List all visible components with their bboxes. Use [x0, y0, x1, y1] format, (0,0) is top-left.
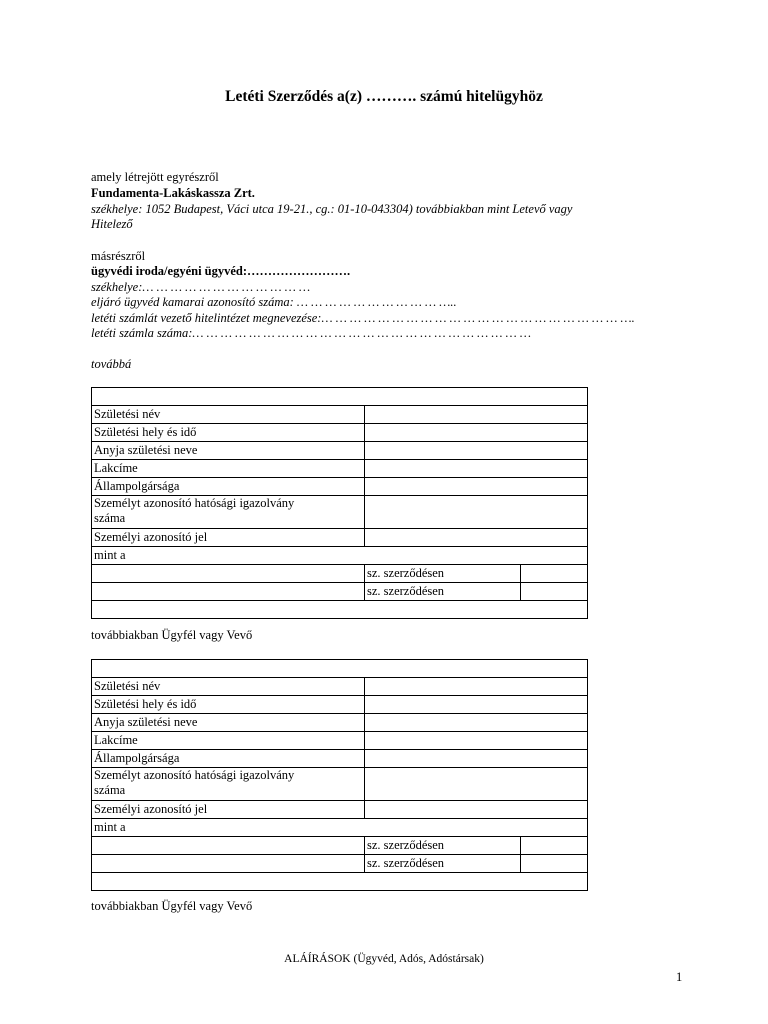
party1-name: Fundamenta-Lakáskassza Zrt.	[91, 186, 255, 200]
form-header-row	[92, 388, 588, 406]
mother-name-field[interactable]	[365, 442, 588, 460]
contract-role-field[interactable]	[92, 855, 365, 873]
table-row	[92, 547, 588, 565]
birth-place-date-field[interactable]	[365, 424, 588, 442]
personal-id-field[interactable]	[365, 801, 588, 819]
table-row	[92, 714, 588, 732]
table-row	[92, 801, 588, 819]
address-label: Lakcíme	[92, 460, 365, 478]
table-row	[92, 696, 588, 714]
table-row	[92, 478, 588, 496]
party1-intro: amely létrejött egyrészről	[91, 170, 219, 184]
table-row	[92, 601, 588, 619]
contract-label: sz. szerződésen	[365, 837, 521, 855]
form-header-row	[92, 660, 588, 678]
contract-number-field[interactable]	[521, 837, 588, 855]
as-a-label: mint a	[92, 819, 588, 837]
client-form-1	[91, 387, 588, 619]
party2-bank: letéti számlát vezető hitelintézet megnevezése:… … … … … … … … … … … … … … … … … … … … … ….	[91, 311, 635, 325]
contract-number-field[interactable]	[521, 565, 588, 583]
party1-seat-line1: székhelye: 1052 Budapest, Váci utca 19-21., cg.: 01-10-043304) továbbiakban mint Letevő vagy	[91, 202, 573, 216]
table-row	[92, 583, 588, 601]
contract-role-field[interactable]	[92, 837, 365, 855]
client-caption-1: továbbiakban Ügyfél vagy Vevő	[91, 628, 253, 642]
address-field[interactable]	[365, 460, 588, 478]
table-row	[92, 406, 588, 424]
table-row	[92, 750, 588, 768]
birth-place-date-label: Születési hely és idő	[92, 424, 365, 442]
party2-seat: székhelye:… … … … … … … … … … … …	[91, 280, 311, 294]
contract-label: sz. szerződésen	[365, 583, 521, 601]
table-row	[92, 529, 588, 547]
mother-name-label: Anyja születési neve	[92, 442, 365, 460]
citizenship-field[interactable]	[365, 750, 588, 768]
party2-intro: másrészről	[91, 249, 146, 263]
birth-place-date-field[interactable]	[365, 696, 588, 714]
table-row	[92, 768, 588, 801]
birth-name-field[interactable]	[365, 678, 588, 696]
table-row	[92, 496, 588, 529]
personal-id-label: Személyi azonosító jel	[92, 801, 365, 819]
id-doc-label: Személyt azonosító hatósági igazolvány száma	[92, 496, 365, 529]
table-row	[92, 855, 588, 873]
furthermore-label: továbbá	[91, 357, 132, 371]
form-footer-row	[92, 873, 588, 891]
table-row	[92, 442, 588, 460]
personal-id-label: Személyi azonosító jel	[92, 529, 365, 547]
address-label: Lakcíme	[92, 732, 365, 750]
signatures-label: ALÁÍRÁSOK (Ügyvéd, Adós, Adóstársak)	[284, 953, 484, 965]
party2-name: ügyvédi iroda/egyéni ügyvéd:…………………….	[91, 264, 351, 278]
table-row	[92, 424, 588, 442]
table-row	[92, 732, 588, 750]
id-doc-field[interactable]	[365, 768, 588, 801]
mother-name-field[interactable]	[365, 714, 588, 732]
birth-name-field[interactable]	[365, 406, 588, 424]
party2-lawyer-id: eljáró ügyvéd kamarai azonosító száma: … … … … … … … … … … …..	[91, 295, 457, 309]
party1-seat-line2: Hitelező	[91, 217, 133, 231]
table-row	[92, 460, 588, 478]
citizenship-field[interactable]	[365, 478, 588, 496]
birth-name-label: Születési név	[92, 406, 365, 424]
client-form-2	[91, 659, 588, 891]
table-row	[92, 819, 588, 837]
personal-id-field[interactable]	[365, 529, 588, 547]
contract-number-field[interactable]	[521, 855, 588, 873]
client-caption-2: továbbiakban Ügyfél vagy Vevő	[91, 899, 253, 913]
form-footer-row	[92, 601, 588, 619]
table-row	[92, 873, 588, 891]
contract-number-field[interactable]	[521, 583, 588, 601]
address-field[interactable]	[365, 732, 588, 750]
mother-name-label: Anyja születési neve	[92, 714, 365, 732]
document-title: Letéti Szerződés a(z) ………. számú hitelügyhöz	[225, 88, 543, 105]
party2-account: letéti számla száma:… … … … … … … … … … … … … … … … … … … … … … … …	[91, 326, 532, 340]
table-row	[92, 837, 588, 855]
contract-role-field[interactable]	[92, 583, 365, 601]
citizenship-label: Állampolgársága	[92, 750, 365, 768]
birth-name-label: Születési név	[92, 678, 365, 696]
table-row	[92, 678, 588, 696]
birth-place-date-label: Születési hely és idő	[92, 696, 365, 714]
contract-label: sz. szerződésen	[365, 855, 521, 873]
id-doc-label: Személyt azonosító hatósági igazolvány száma	[92, 768, 365, 801]
contract-label: sz. szerződésen	[365, 565, 521, 583]
page-number: 1	[676, 970, 683, 984]
table-row	[92, 565, 588, 583]
as-a-label: mint a	[92, 547, 588, 565]
contract-role-field[interactable]	[92, 565, 365, 583]
citizenship-label: Állampolgársága	[92, 478, 365, 496]
id-doc-field[interactable]	[365, 496, 588, 529]
